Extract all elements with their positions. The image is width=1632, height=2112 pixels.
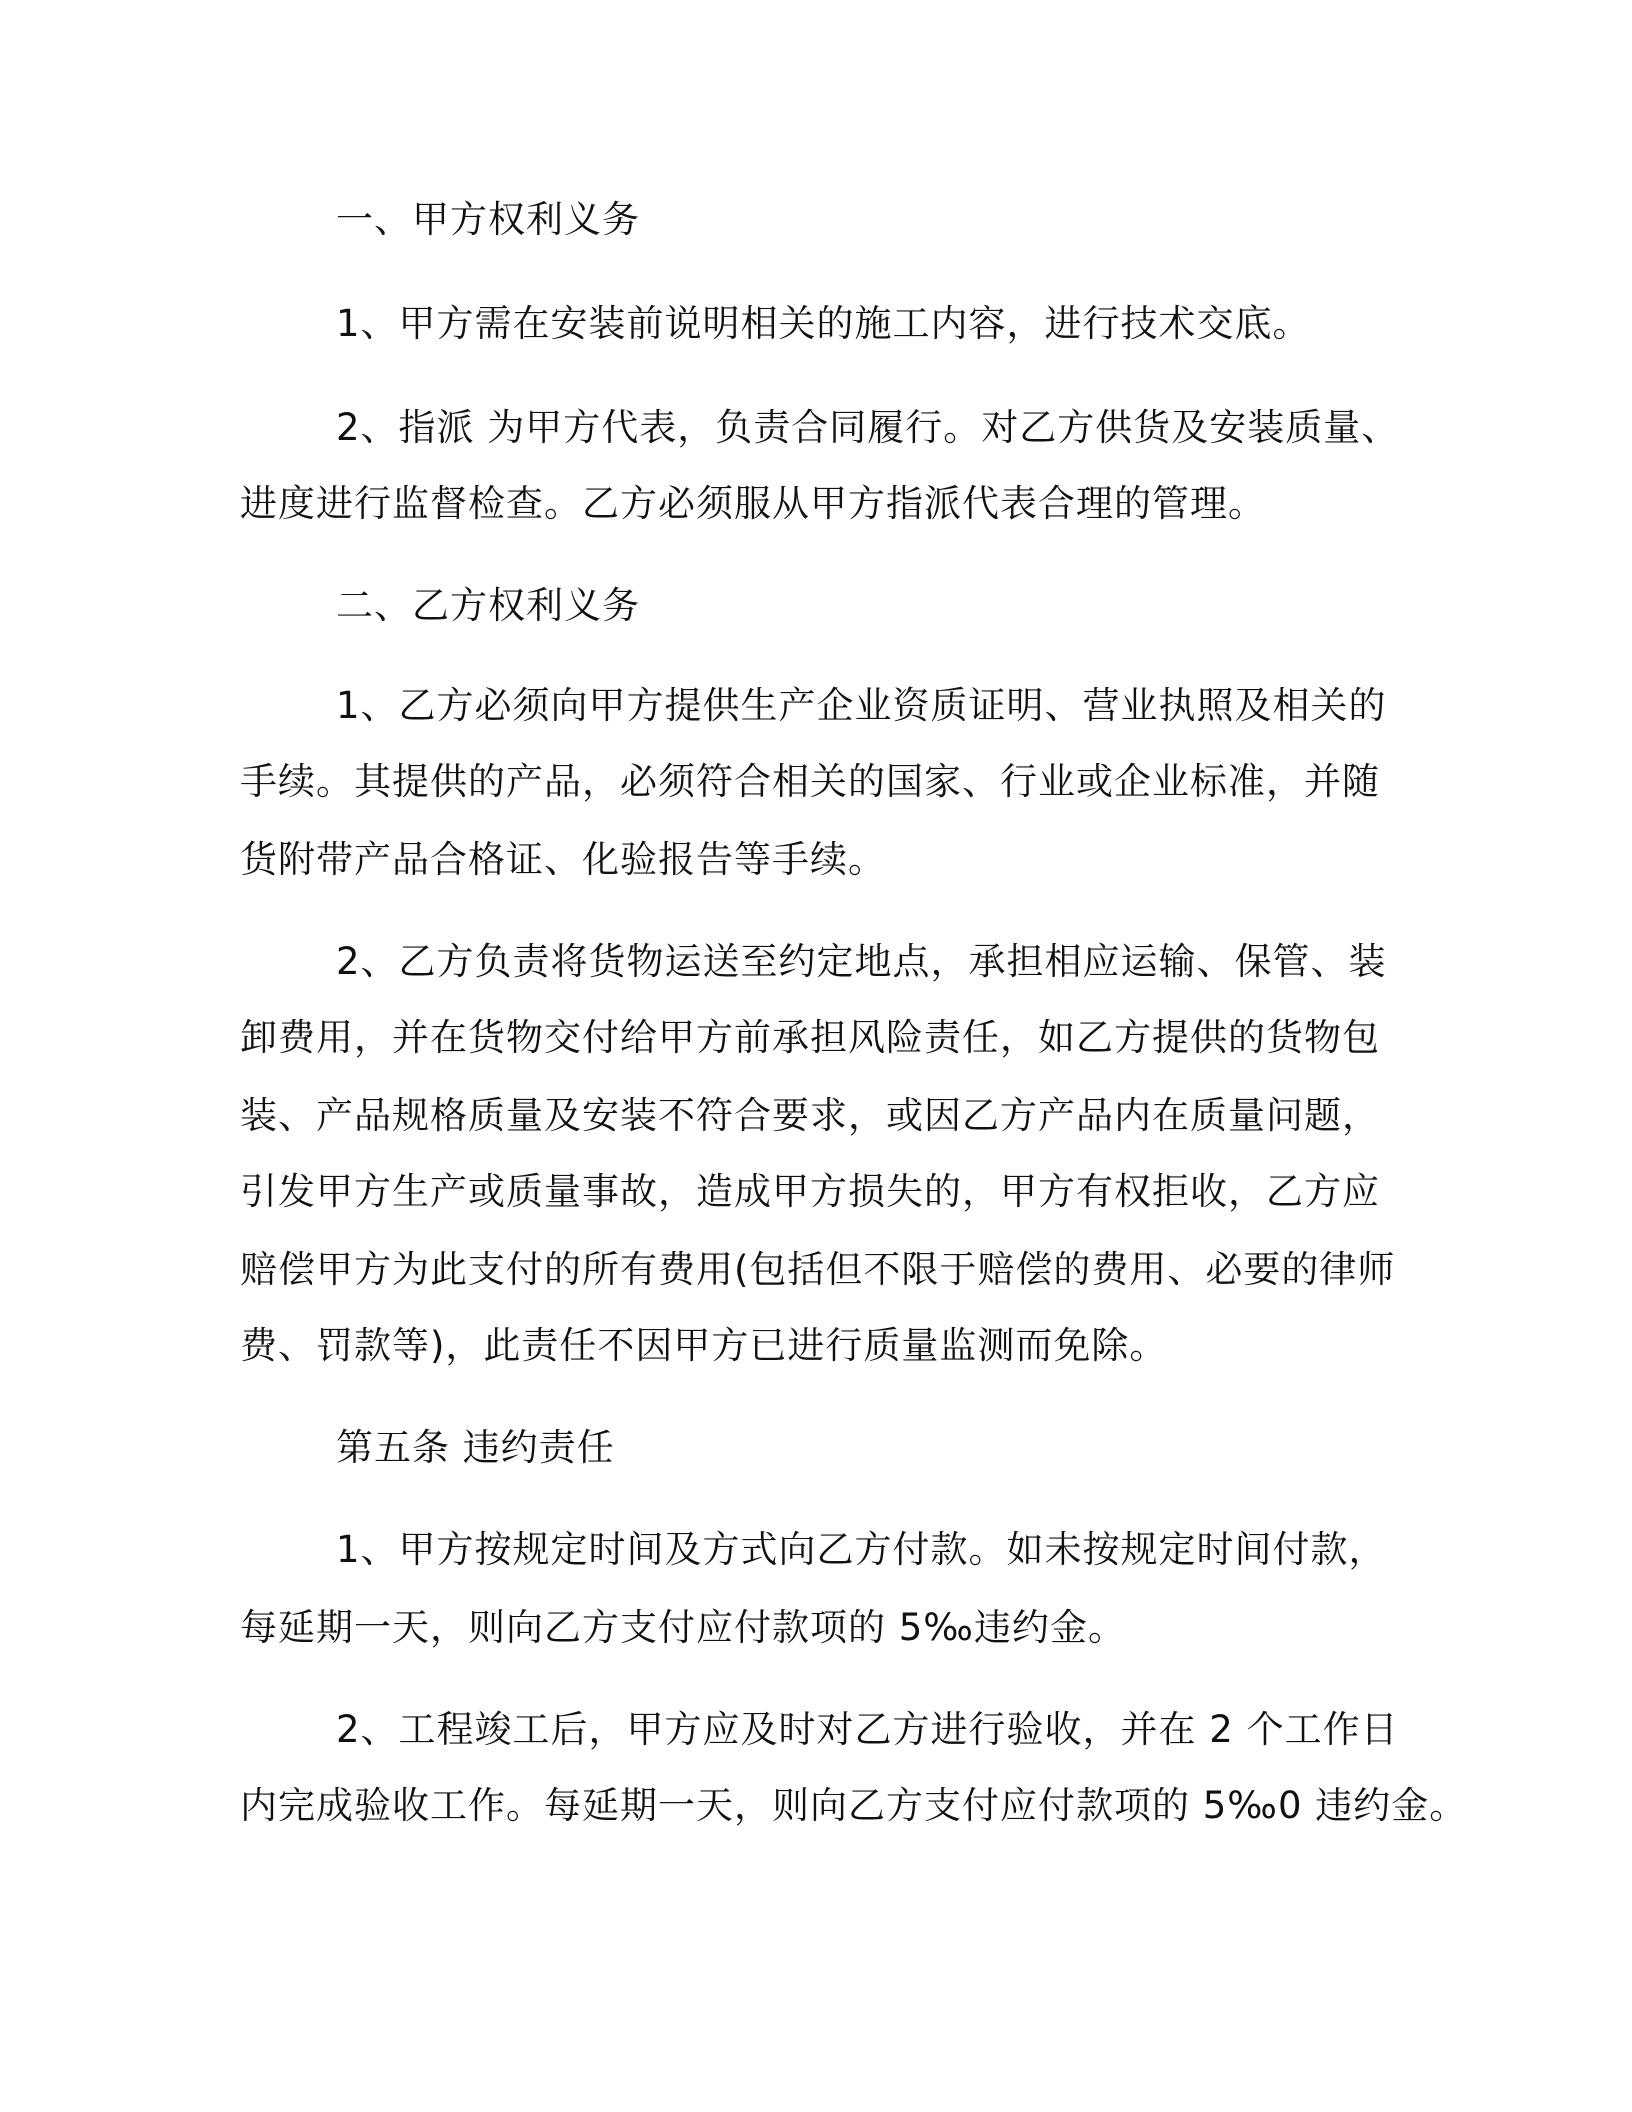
paragraph-line: 费、罚款等)，此责任不因甲方已进行质量监测而免除。 [240,1324,1168,1367]
paragraph-line: 装、产品规格质量及安装不符合要求，或因乙方产品内在质量问题， [240,1094,1380,1137]
paragraph-line: 2、乙方负责将货物运送至约定地点，承担相应运输、保管、装 [336,940,1387,983]
paragraph-line: 1、甲方按规定时间及方式向乙方付款。如未按规定时间付款， [336,1528,1387,1571]
section-heading-party-a: 一、甲方权利义务 [336,198,640,241]
paragraph-line: 手续。其提供的产品，必须符合相关的国家、行业或企业标准，并随 [240,760,1380,803]
article-heading: 第五条 违约责任 [336,1426,615,1469]
section-heading-party-b: 二、乙方权利义务 [336,584,640,627]
paragraph-line: 每延期一天，则向乙方支付应付款项的 5‰违约金。 [240,1606,1126,1649]
paragraph-line: 引发甲方生产或质量事故，造成甲方损失的，甲方有权拒收，乙方应 [240,1170,1380,1213]
paragraph-line: 货附带产品合格证、化验报告等手续。 [240,838,886,881]
paragraph-line: 1、甲方需在安装前说明相关的施工内容，进行技术交底。 [336,302,1311,345]
paragraph-line: 赔偿甲方为此支付的所有费用(包括但不限于赔偿的费用、必要的律师 [240,1248,1396,1291]
paragraph-line: 2、指派 为甲方代表，负责合同履行。对乙方供货及安装质量、 [336,406,1400,449]
paragraph-line: 内完成验收工作。每延期一天，则向乙方支付应付款项的 5‰0 违约金。 [240,1784,1468,1827]
paragraph-line: 进度进行监督检查。乙方必须服从甲方指派代表合理的管理。 [240,482,1266,525]
paragraph-line: 卸费用，并在货物交付给甲方前承担风险责任，如乙方提供的货物包 [240,1016,1380,1059]
paragraph-line: 1、乙方必须向甲方提供生产企业资质证明、营业执照及相关的 [336,684,1387,727]
paragraph-line: 2、工程竣工后，甲方应及时对乙方进行验收，并在 2 个工作日 [336,1708,1399,1751]
